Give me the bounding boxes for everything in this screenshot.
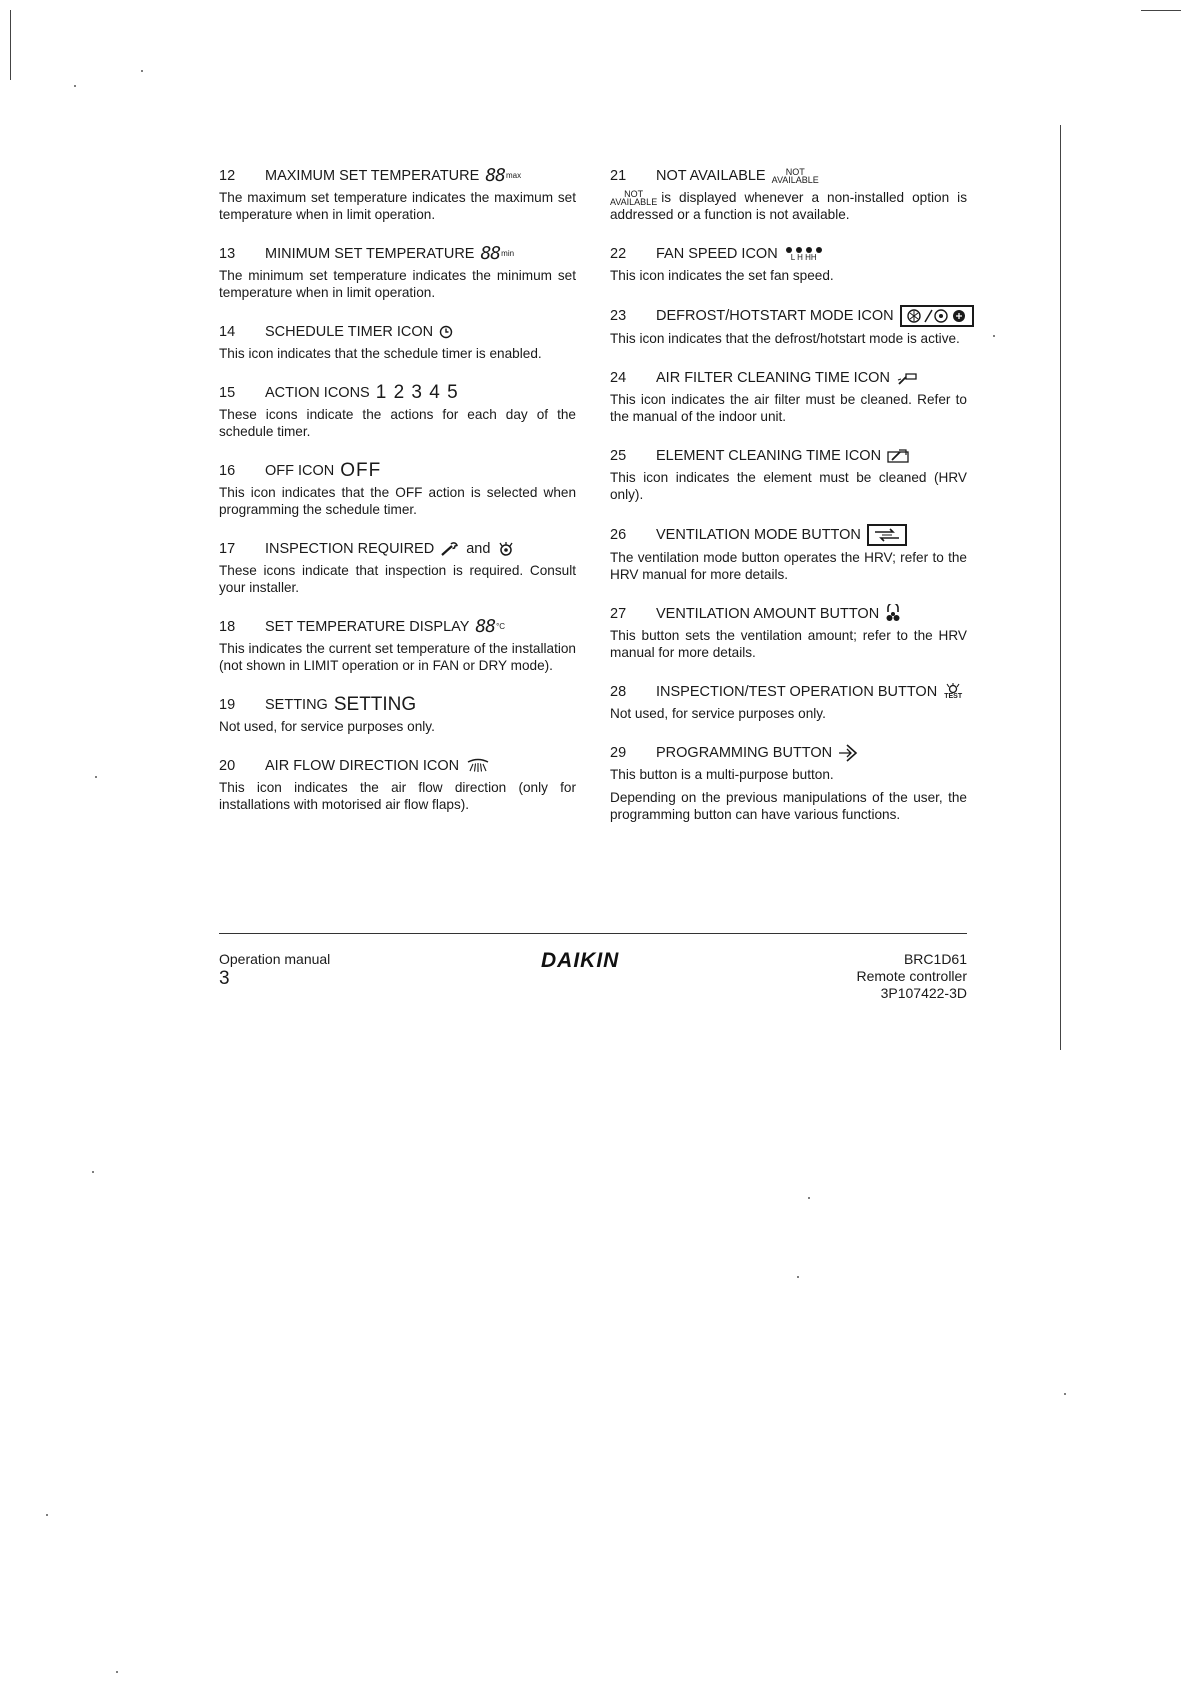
ventilation-mode-icon: [867, 524, 907, 546]
ventilation-amount-icon: [885, 604, 901, 624]
segment-display-icon: 88: [480, 243, 501, 264]
item-title: INSPECTION/TEST OPERATION BUTTON: [656, 684, 938, 701]
item-14: [219, 322, 576, 362]
item-description: Not used, for service purposes only.: [610, 706, 826, 722]
scan-speck: [808, 1197, 810, 1199]
item-description: This icon indicates that the OFF action is selected when programming the schedule timer.: [219, 485, 576, 517]
item-number: 27: [610, 606, 627, 623]
item-description: The ventilation mode button operates the HRV; refer to the HRV manual for more details.: [610, 550, 967, 583]
item-title: VENTILATION MODE BUTTON: [656, 527, 861, 544]
air-filter-icon: [896, 370, 920, 386]
item-title: MINIMUM SET TEMPERATURE: [265, 246, 475, 262]
daikin-logo: DAIKIN: [541, 949, 620, 972]
item-description: This icon indicates the air flow direction (only for installations with motorised air flow flaps).: [219, 780, 576, 812]
item-number: 15: [219, 385, 236, 401]
item-description: This indicates the current set temperature of the installation (not shown in LIMIT operation or in FAN or DRY mode).: [219, 641, 576, 673]
item-18: [219, 617, 576, 674]
product-name: Remote controller: [856, 968, 967, 984]
item-23: [610, 305, 967, 347]
item-title: ACTION ICONS: [265, 385, 370, 401]
not-available-icon: NOT AVAILABLE: [771, 167, 819, 185]
item-number: 26: [610, 527, 627, 544]
scan-speck: [141, 70, 143, 72]
scan-speck: [95, 776, 97, 778]
item-number: 16: [219, 463, 236, 479]
item-title: AIR FLOW DIRECTION ICON: [265, 758, 460, 774]
footer-divider: [219, 933, 967, 934]
item-description: This icon indicates the element must be cleaned (HRV only).: [610, 470, 967, 503]
item-22: [610, 244, 967, 284]
item-number: 14: [219, 324, 236, 340]
and-label: and: [466, 541, 491, 557]
item-description: This icon indicates that the defrost/hotstart mode is active.: [610, 331, 960, 347]
off-icon: OFF: [340, 460, 382, 481]
item-title: ELEMENT CLEANING TIME ICON: [656, 448, 882, 465]
max-label: max: [506, 171, 522, 180]
segment-display-icon: 88: [485, 165, 505, 186]
item-title: SETTING: [265, 697, 328, 713]
clock-icon: [439, 325, 453, 339]
item-title: MAXIMUM SET TEMPERATURE: [265, 168, 480, 184]
item-19: [219, 695, 576, 735]
item-number: 20: [219, 758, 236, 774]
item-title: OFF ICON: [265, 463, 335, 479]
scan-edge-line: [10, 10, 11, 80]
right-column: [610, 166, 967, 844]
item-20: [219, 756, 576, 813]
scan-speck: [116, 1671, 118, 1673]
air-flow-direction-icon: [465, 758, 491, 774]
item-26: [610, 524, 967, 583]
item-number: 24: [610, 370, 627, 387]
item-description: These icons indicate the actions for each day of the schedule timer.: [219, 407, 576, 439]
element-cleaning-icon: [887, 448, 909, 464]
item-12: [219, 166, 576, 223]
item-description: The maximum set temperature indicates the maximum set temperature when in limit operation.: [219, 190, 576, 222]
item-number: 23: [610, 308, 627, 325]
item-number: 25: [610, 448, 627, 465]
celsius-label: °C: [496, 622, 506, 631]
item-description: These icons indicate that inspection is required. Consult your installer.: [219, 563, 576, 595]
scan-speck: [92, 1171, 94, 1173]
programming-button-icon: [838, 744, 858, 762]
item-25: [610, 446, 967, 503]
item-description-extra: Depending on the previous manipulations of the user, the programming button can have various functions.: [610, 790, 967, 823]
item-description: This icon indicates that the schedule timer is enabled.: [219, 346, 542, 361]
item-title: AIR FILTER CLEANING TIME ICON: [656, 370, 890, 387]
item-27: [610, 604, 967, 661]
model-number: BRC1D61: [903, 951, 967, 967]
setting-icon: SETTING: [333, 694, 417, 715]
item-description: This icon indicates the air filter must be cleaned. Refer to the manual of the indoor unit.: [610, 392, 967, 425]
item-15: [219, 383, 576, 440]
item-title: INSPECTION REQUIRED: [265, 541, 435, 557]
defrost-hotstart-icon: [900, 305, 974, 327]
scan-speck: [797, 1276, 799, 1278]
item-description: NOT AVAILABLE is displayed whenever a non-installed option is addressed or a function is not available.: [610, 189, 967, 223]
item-number: 18: [219, 619, 236, 635]
segment-display-icon: 88: [475, 616, 496, 637]
item-description: Not used, for service purposes only.: [219, 719, 435, 734]
item-description: This button sets the ventilation amount; refer to the HRV manual for more details.: [610, 628, 967, 661]
document-code: 3P107422-3D: [880, 985, 967, 1001]
inspection-test-icon: TEST: [943, 683, 963, 701]
item-number: 13: [219, 246, 236, 262]
min-label: min: [501, 249, 515, 258]
scan-edge-line: [1141, 10, 1181, 11]
item-24: [610, 368, 967, 425]
scan-speck: [1064, 1393, 1066, 1395]
item-29: [610, 743, 967, 823]
manual-type: Operation manual: [219, 951, 331, 967]
item-title: VENTILATION AMOUNT BUTTON: [656, 606, 880, 623]
item-number: 28: [610, 684, 627, 701]
inspection-fan-icon: [496, 541, 516, 557]
action-icons: 1 2 3 4 5: [375, 382, 459, 403]
left-column: [219, 166, 576, 834]
item-number: 17: [219, 541, 236, 557]
binding-edge-line: [1060, 125, 1061, 1050]
scan-speck: [46, 1514, 48, 1516]
item-number: 29: [610, 745, 627, 762]
item-13: [219, 244, 576, 301]
item-title: SET TEMPERATURE DISPLAY: [265, 619, 470, 635]
item-16: [219, 461, 576, 518]
item-description: This icon indicates the set fan speed.: [610, 268, 834, 284]
item-28: [610, 682, 967, 722]
item-description: This button is a multi-purpose button.: [610, 767, 834, 783]
item-description: The minimum set temperature indicates the minimum set temperature when in limit operation.: [219, 268, 576, 300]
footer-right: [800, 951, 967, 1002]
scan-speck: [993, 335, 995, 337]
item-number: 19: [219, 697, 236, 713]
not-available-icon: NOT AVAILABLE: [610, 189, 658, 208]
item-title: FAN SPEED ICON: [656, 246, 778, 263]
fan-speed-icon: L H HH: [784, 246, 824, 262]
footer-left: [219, 950, 330, 990]
item-title: DEFROST/HOTSTART MODE ICON: [656, 308, 894, 325]
scan-speck: [74, 85, 76, 87]
wrench-icon: [440, 541, 460, 557]
item-title: SCHEDULE TIMER ICON: [265, 324, 434, 340]
item-21: [610, 166, 967, 223]
item-number: 12: [219, 168, 236, 184]
item-number: 21: [610, 168, 627, 184]
page-number: 3: [219, 968, 230, 989]
item-17: [219, 539, 576, 596]
item-title: PROGRAMMING BUTTON: [656, 745, 833, 762]
item-title: NOT AVAILABLE: [656, 168, 766, 184]
item-number: 22: [610, 246, 627, 263]
